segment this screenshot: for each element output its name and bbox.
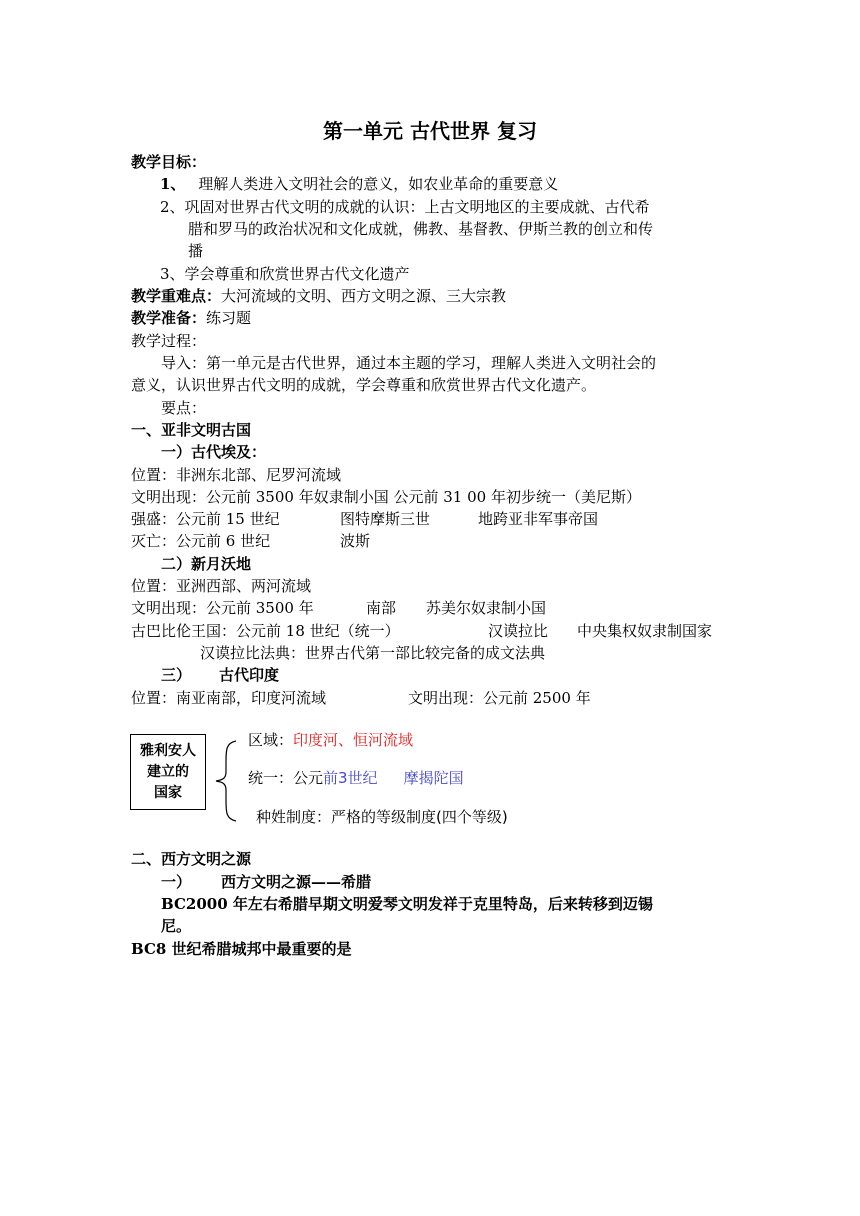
greece-heading-text: 西方文明之源——希腊 xyxy=(221,873,372,891)
india-heading-num: 三） xyxy=(161,666,192,684)
egypt-heading: 一）古代埃及： xyxy=(161,443,267,461)
prep-text: 练习题 xyxy=(206,309,252,327)
goal-item-2-line3: 播 xyxy=(188,242,204,260)
curly-brace xyxy=(212,740,240,822)
section2-heading: 二、西方文明之源 xyxy=(131,850,252,868)
focus-label: 教学重难点： xyxy=(131,287,222,305)
egypt-peak-c: 地跨亚非军事帝国 xyxy=(478,510,599,528)
greece-heading-num: 一） xyxy=(161,873,192,891)
prep-label: 教学准备： xyxy=(131,309,207,327)
egypt-peak-a: 强盛：公元前 15 世纪 xyxy=(131,510,280,528)
india-location: 位置：南亚南部，印度河流域 xyxy=(131,689,327,707)
egypt-fall-a: 灭亡：公元前 6 世纪 xyxy=(131,532,271,550)
india-unify-state: 摩揭陀国 xyxy=(403,769,464,787)
goal-item-1-num: 1、 xyxy=(160,175,186,193)
aryan-state-box xyxy=(130,734,206,810)
goal-item-3: 3、学会尊重和欣赏世界古代文化遗产 xyxy=(160,265,410,283)
focus-line xyxy=(131,285,506,307)
hammurabi-code: 汉谟拉比法典：世界古代第一部比较完备的成文法典 xyxy=(200,644,546,662)
india-unify-time: 前3世纪 xyxy=(323,769,378,787)
page-title: 第一单元 古代世界 复习 xyxy=(323,119,537,143)
process-intro-line1: 导入：第一单元是古代世界，通过本主题的学习，理解人类进入文明社会的 xyxy=(161,354,657,372)
india-unify-label: 统一：公元 xyxy=(248,769,324,787)
egypt-fall-b: 波斯 xyxy=(340,532,371,550)
section1-heading: 一、亚非文明古国 xyxy=(131,421,252,439)
babylon-a: 古巴比伦王国：公元前 18 世纪（统一） xyxy=(131,622,400,640)
india-caste: 种姓制度：严格的等级制度(四个等级) xyxy=(256,808,508,826)
goal-item-1 xyxy=(160,173,558,195)
greece-heading xyxy=(161,871,371,893)
egypt-location: 位置：非洲东北部、尼罗河流域 xyxy=(131,466,342,484)
crescent-civ-a: 文明出现：公元前 3500 年 xyxy=(131,599,314,617)
process-points: 要点： xyxy=(161,399,207,417)
goal-item-1-text: 理解人类进入文明社会的意义，如农业革命的重要意义 xyxy=(198,175,559,193)
india-region-value: 印度河、恒河流域 xyxy=(293,731,414,749)
box-line-1: 雅利安人 xyxy=(140,742,196,759)
process-intro-line2: 意义，认识世界古代文明的成就，学会尊重和欣赏世界古代文化遗产。 xyxy=(131,376,597,394)
india-region-label: 区域： xyxy=(248,731,294,749)
greece-para-line2: 尼。 xyxy=(161,917,192,935)
focus-text: 大河流域的文明、西方文明之源、三大宗教 xyxy=(221,287,507,305)
egypt-peak-b: 图特摩斯三世 xyxy=(340,510,431,528)
crescent-location: 位置：亚洲西部、两河流域 xyxy=(131,577,312,595)
box-line-3: 国家 xyxy=(154,784,182,801)
babylon-b: 汉谟拉比 xyxy=(488,622,549,640)
process-label: 教学过程： xyxy=(131,332,207,350)
crescent-civ-c: 苏美尔奴隶制小国 xyxy=(426,599,547,617)
box-line-2: 建立的 xyxy=(147,763,189,780)
prep-line xyxy=(131,307,251,329)
india-heading-text: 古代印度 xyxy=(219,666,280,684)
babylon-c: 中央集权奴隶制国家 xyxy=(577,622,713,640)
india-civ: 文明出现：公元前 2500 年 xyxy=(408,689,591,707)
india-heading xyxy=(161,664,279,686)
crescent-heading: 二）新月沃地 xyxy=(161,555,252,573)
goal-item-2-line1: 2、巩固对世界古代文明的成就的认识：上古文明地区的主要成就、古代希 xyxy=(160,198,650,216)
greece-last-line: BC8 世纪希腊城邦中最重要的是 xyxy=(131,940,352,958)
goal-item-2-line2: 腊和罗马的政治状况和文化成就，佛教、基督教、伊斯兰教的创立和传 xyxy=(188,220,654,238)
egypt-civ: 文明出现：公元前 3500 年奴隶制小国 公元前 31 00 年初步统一（美尼斯） xyxy=(131,488,641,506)
greece-para-line1: BC2000 年左右希腊早期文明爱琴文明发祥于克里特岛，后来转移到迈锡 xyxy=(161,895,653,913)
goals-heading: 教学目标： xyxy=(131,153,207,171)
crescent-civ-b: 南部 xyxy=(366,599,397,617)
india-unify-line xyxy=(248,767,464,789)
india-region-line xyxy=(248,729,413,751)
